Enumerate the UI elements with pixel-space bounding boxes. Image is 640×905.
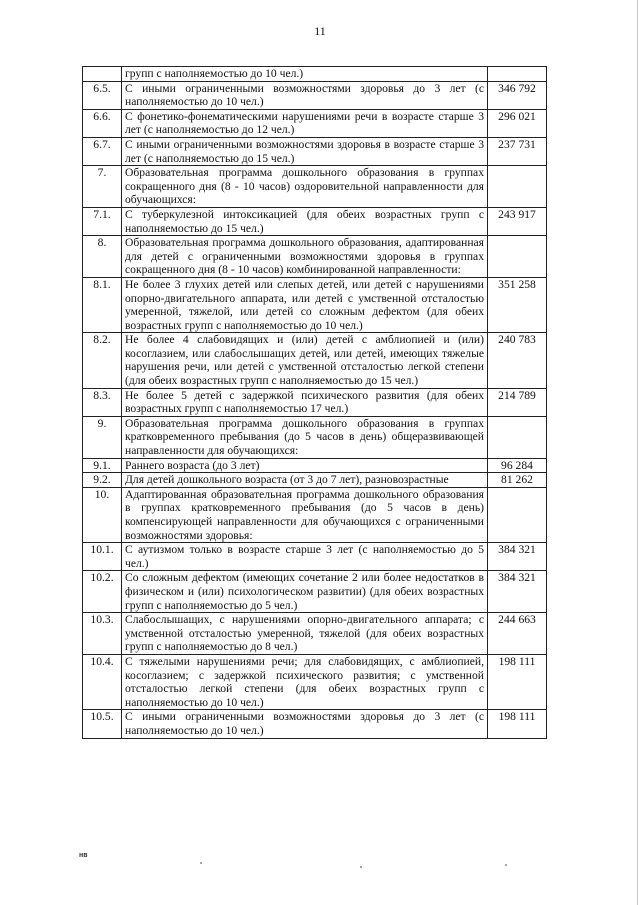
- table-row: [83, 458, 547, 473]
- scan-speck: [360, 866, 362, 868]
- row-number: 8.2.: [83, 333, 122, 388]
- row-description: С иными ограниченными возможностями здоровья до 3 лет (с наполняемостью до 10 чел.): [122, 81, 488, 109]
- table-row: [83, 166, 547, 208]
- row-value: 384 321: [488, 571, 547, 613]
- row-description: Со сложным дефектом (имеющих сочетание 2 или более недостатков в физическом и (или) психологическом развитии) (для обеих возрастных групп с наполняемостью до 5 чел.): [122, 571, 488, 613]
- row-description: С туберкулезной интоксикацией (для обеих возрастных групп с наполняемостью до 15 чел.): [122, 207, 488, 235]
- row-value: 351 258: [488, 277, 547, 332]
- row-value: 244 663: [488, 613, 547, 655]
- table-row: [83, 137, 547, 165]
- scan-speck: [200, 862, 202, 864]
- row-value: [488, 236, 547, 278]
- row-number: 10.4.: [83, 654, 122, 709]
- scan-edge: [637, 0, 638, 905]
- row-number: 10.: [83, 487, 122, 542]
- row-value: 243 917: [488, 207, 547, 235]
- row-value: 81 262: [488, 473, 547, 488]
- row-description: групп с наполняемостью до 10 чел.): [122, 67, 488, 82]
- row-description: Не более 3 глухих детей или слепых детей, или детей с нарушениями опорно-двигательного аппарата, или детей с умственной отсталостью умеренной, тяжелой, или детей со сложным дефектом (для обеих возрастных групп с наполняемостью до 10 чел.): [122, 277, 488, 332]
- row-value: [488, 487, 547, 542]
- row-value: 296 021: [488, 109, 547, 137]
- row-number: 7.1.: [83, 207, 122, 235]
- row-number: 9.2.: [83, 473, 122, 488]
- row-description: Адаптированная образовательная программа дошкольного образования в группах кратковременного пребывания (до 5 часов в день) компенсирующей направленности для обучающихся с ограниченными возможностями здоровья:: [122, 487, 488, 542]
- row-description: Не более 5 детей с задержкой психического развития (для обеих возрастных групп с наполняемостью 17 чел.): [122, 388, 488, 416]
- row-number: 8.1.: [83, 277, 122, 332]
- row-description: С фонетико-фонематическими нарушениями речи в возрасте старше 3 лет (с наполняемостью до 12 чел.): [122, 109, 488, 137]
- row-description: Не более 4 слабовидящих и (или) детей с амблиопией и (или) косоглазием, или слабослышащих детей, или детей, имеющих тяжелые нарушения речи, или детей с умственной отсталостью легкой степени (для обеих возрастных групп с наполняемостью до 15 чел.): [122, 333, 488, 388]
- table-row: [83, 333, 547, 388]
- row-description: Образовательная программа дошкольного образования в группах сокращенного дня (8 - 10 часов) оздоровительной направленности для обучающихся:: [122, 166, 488, 208]
- row-value: 198 111: [488, 654, 547, 709]
- row-number: 10.1.: [83, 543, 122, 571]
- table-row: [83, 571, 547, 613]
- table-row: [83, 710, 547, 738]
- row-description: С иными ограниченными возможностями здоровья в возрасте старше 3 лет (с наполняемостью до 15 чел.): [122, 137, 488, 165]
- table-row: [83, 207, 547, 235]
- row-number: 6.7.: [83, 137, 122, 165]
- row-number: 9.: [83, 416, 122, 458]
- row-value: 198 111: [488, 710, 547, 738]
- row-description: С тяжелыми нарушениями речи; для слабовидящих, с амблиопией, косоглазием; с задержкой психического развития; с умственной отсталостью легкой степени (для обеих возрастных групп с наполняемостью до 10 чел.): [122, 654, 488, 709]
- row-description: С иными ограниченными возможностями здоровья до 3 лет (с наполняемостью до 10 чел.): [122, 710, 488, 738]
- footer-mark: нв: [79, 852, 88, 859]
- row-value: [488, 416, 547, 458]
- row-value: 346 792: [488, 81, 547, 109]
- row-description: Для детей дошкольного возраста (от 3 до 7 лет), разновозрастные: [122, 473, 488, 488]
- row-number: 7.: [83, 166, 122, 208]
- row-value: 240 783: [488, 333, 547, 388]
- row-description: Раннего возраста (до 3 лет): [122, 458, 488, 473]
- table-row: [83, 416, 547, 458]
- row-description: Слабослышащих, с нарушениями опорно-двигательного аппарата; с умственной отсталостью умеренной, тяжелой (для обеих возрастных групп с наполняемостью до 8 чел.): [122, 613, 488, 655]
- row-number: 6.5.: [83, 81, 122, 109]
- row-value: [488, 166, 547, 208]
- row-value: [488, 67, 547, 82]
- table-row: [83, 236, 547, 278]
- row-description: Образовательная программа дошкольного образования в группах кратковременного пребывания (до 5 часов в день) общеразвивающей направленности для обучающихся:: [122, 416, 488, 458]
- table-row: [83, 543, 547, 571]
- row-number: 10.3.: [83, 613, 122, 655]
- row-value: 384 321: [488, 543, 547, 571]
- row-number: 8.: [83, 236, 122, 278]
- row-value: 214 789: [488, 388, 547, 416]
- scan-speck: [505, 864, 507, 866]
- row-description: С аутизмом только в возрасте старше 3 лет (с наполняемостью до 5 чел.): [122, 543, 488, 571]
- page-number: 11: [314, 24, 326, 38]
- row-number: 8.3.: [83, 388, 122, 416]
- row-number: 10.5.: [83, 710, 122, 738]
- table-row: [83, 473, 547, 488]
- row-description: Образовательная программа дошкольного образования, адаптированная для детей с ограниченными возможностями здоровья в группах сокращенного дня (8 - 10 часов) комбинированной направленности:: [122, 236, 488, 278]
- table-row: [83, 277, 547, 332]
- row-value: 237 731: [488, 137, 547, 165]
- row-value: 96 284: [488, 458, 547, 473]
- table-row: [83, 81, 547, 109]
- table-row: [83, 613, 547, 655]
- table-row: [83, 388, 547, 416]
- table-row: [83, 654, 547, 709]
- table-row: [83, 109, 547, 137]
- tariff-table: [82, 66, 547, 739]
- row-number: 10.2.: [83, 571, 122, 613]
- table-row: [83, 487, 547, 542]
- row-number: 9.1.: [83, 458, 122, 473]
- table-row: [83, 67, 547, 82]
- row-number: [83, 67, 122, 82]
- row-number: 6.6.: [83, 109, 122, 137]
